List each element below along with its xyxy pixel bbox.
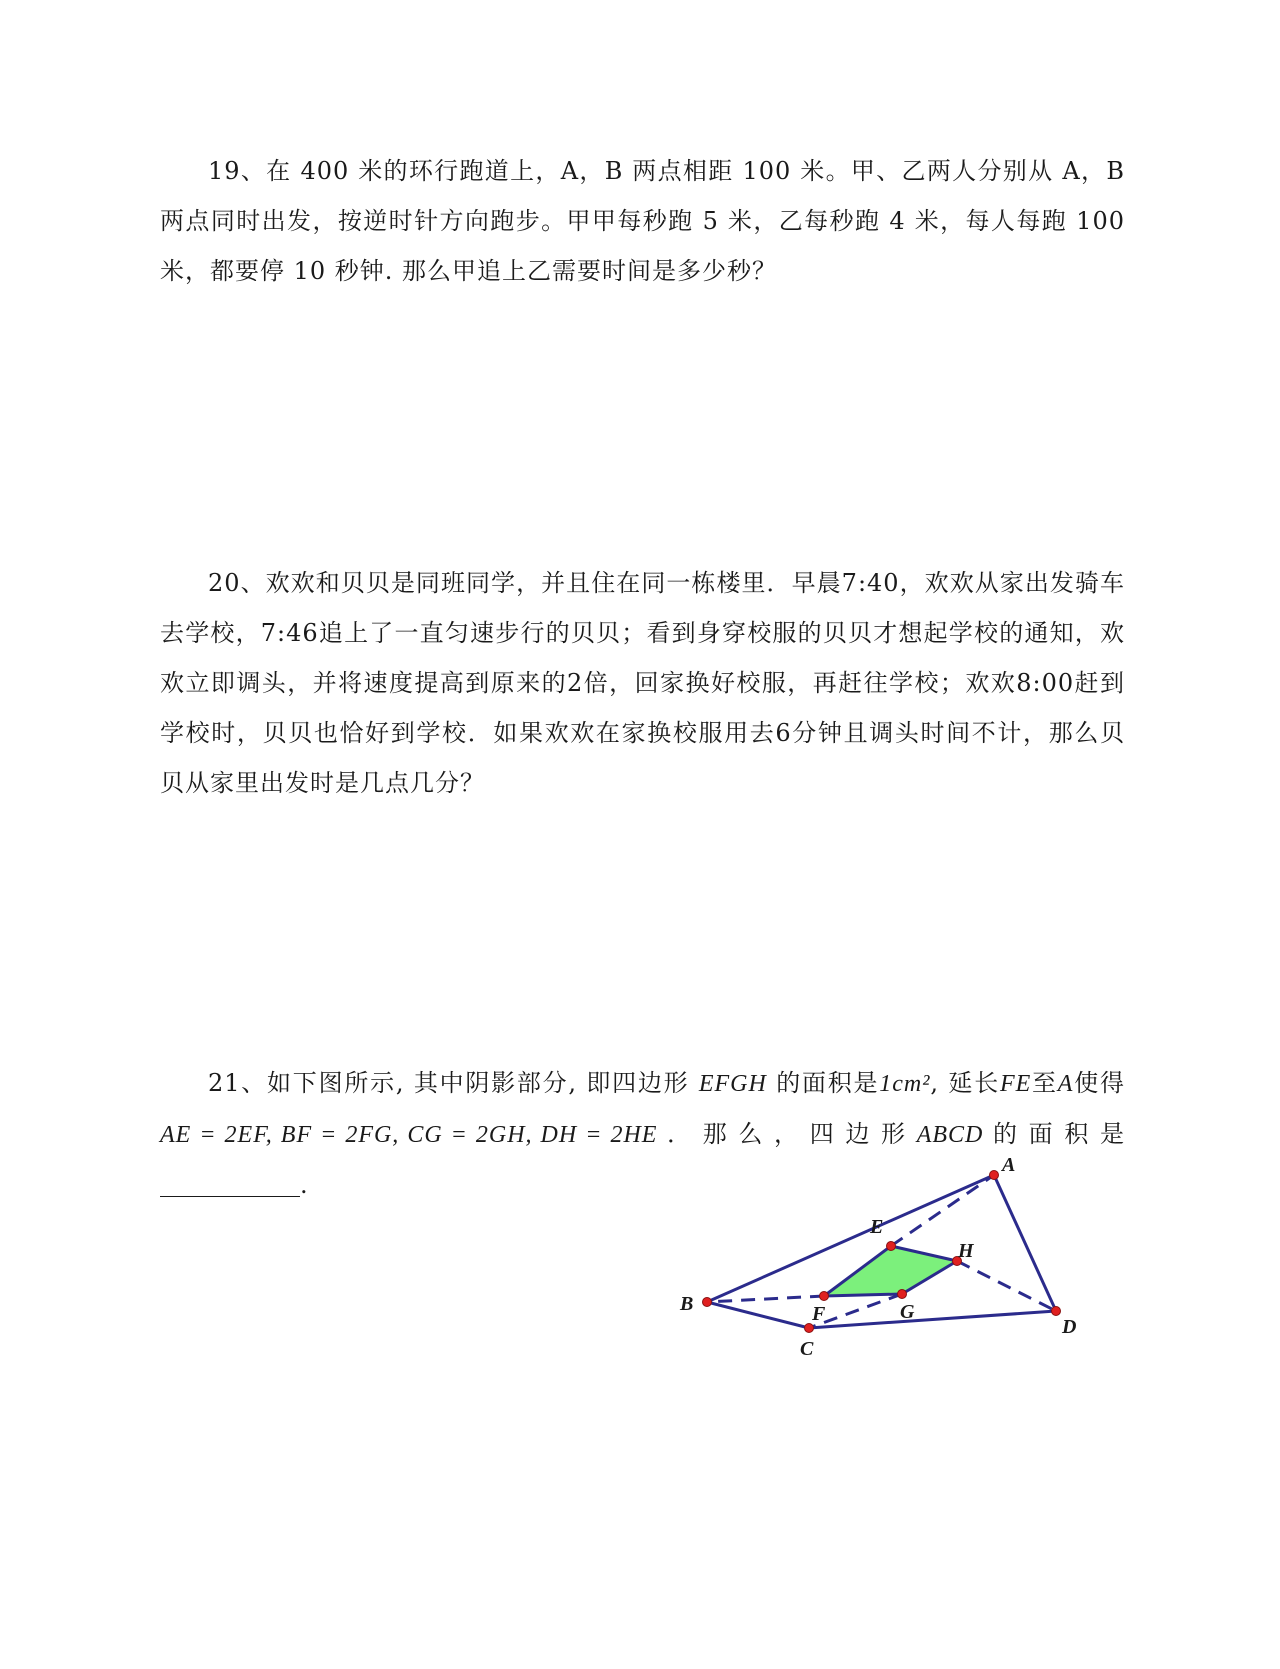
problem-20-text: 20、欢欢和贝贝是同班同学，并且住在同一栋楼里．早晨7:40，欢欢从家出发骑车去学校，7:46追上了一直匀速步行的贝贝；看到身穿校服的贝贝才想起学校的通知，欢欢立即调头，并将速度提高到原来的2倍，回家换好校服，再赶往学校；欢欢8:00赶到学校时，贝贝也恰好到学校．如果欢欢在家换校服用去6分钟且调头时间不计，那么贝贝从家里出发时是几点几分？ [160,569,1125,797]
point-b [703,1298,712,1307]
dash-fb [707,1296,824,1302]
area-value: 1cm² [879,1071,931,1097]
point-f [820,1292,829,1301]
area-of-text: 的 面 积 [993,1120,1091,1148]
shaded-efgh [824,1246,957,1296]
is-text: 是 [1100,1120,1125,1148]
label-c: C [800,1338,814,1360]
area-text: 的面积是 [776,1069,880,1097]
to-text: 至 [1031,1069,1058,1097]
point-e [887,1242,896,1251]
label-f: F [812,1303,826,1325]
point-d [1052,1307,1061,1316]
end-period: . [300,1171,309,1199]
dash-hd [957,1261,1056,1311]
quad-efgh: EFGH [698,1071,767,1097]
edge-bc [707,1302,809,1328]
to-point: A [1057,1071,1074,1097]
point-a [990,1171,999,1180]
dash-ea [891,1175,994,1246]
label-b: B [680,1293,694,1315]
label-e: E [870,1216,884,1238]
point-g [898,1290,907,1299]
label-h: H [958,1240,974,1262]
problem-19 [160,146,1125,296]
label-d: D [1062,1316,1077,1338]
extend-seg: FE [999,1071,1032,1097]
label-a: A [1002,1154,1016,1176]
geometry-figure [660,1153,1120,1433]
conditions: AE = 2EF, BF = 2FG, CG = 2GH, DH = 2HE [160,1122,658,1148]
such-that: 使得 [1073,1069,1125,1097]
problem-21-intro: 21、如下图所示, 其中阴影部分, 即四边形 [208,1069,690,1097]
problem-19-text: 19、在 400 米的环行跑道上，A，B 两点相距 100 米。甲、乙两人分别从 A，B 两点同时出发，按逆时针方向跑步。甲甲每秒跑 5 米，乙每秒跑 4 米，每人每跑 100 米，都要停 10 秒钟. 那么甲追上乙需要时间是多少秒？ [160,157,1125,285]
edge-da [994,1175,1056,1311]
answer-blank[interactable] [160,1166,300,1197]
then-text: ． 那 么 ， 四 边 形 [667,1120,908,1148]
problem-20 [160,558,1125,808]
label-g: G [900,1301,915,1323]
extend-text: , 延长 [930,1069,1000,1097]
edge-fg [824,1294,902,1296]
quad-abcd: ABCD [916,1122,984,1148]
